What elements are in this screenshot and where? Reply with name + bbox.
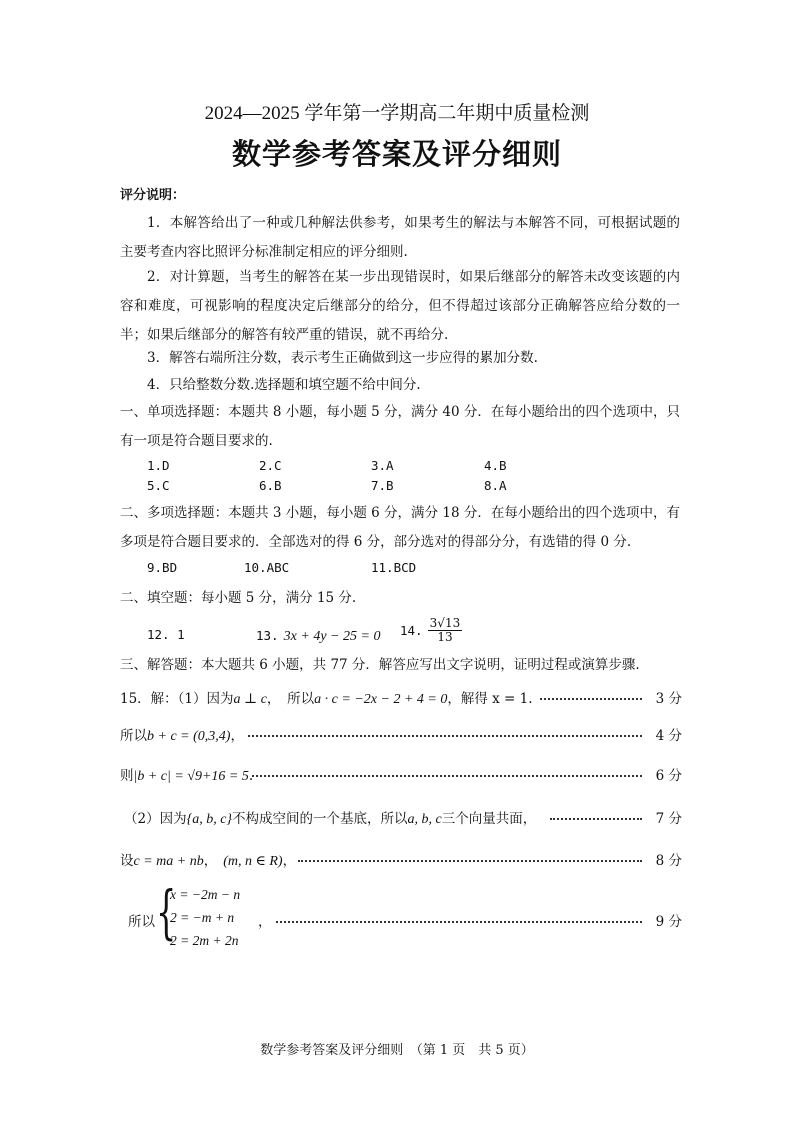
answer-14-fraction <box>428 617 463 644</box>
answer-6: 6.B <box>259 478 282 493</box>
score-step-6: 9 分 <box>655 914 682 930</box>
section-multiple-choice-heading: 二、多项选择题：本题共 3 小题，每小题 6 分，满分 18 分．在每小题给出的四个选项中，有多项是符合题目要求的．全部选对的得 6 分，部分选对的得部分分，有选错的得 0 分. <box>120 505 680 550</box>
answer-13 <box>256 625 380 645</box>
q15-step-1-solution: ，解得 x = 1. <box>447 691 533 707</box>
section-solutions-heading: 三、解答题：本大题共 6 小题，共 77 分．解答应写出文字说明，证明过程或演算步骤. <box>120 657 640 673</box>
q15-step-4-middle: 不构成空间的一个基底，所以 <box>232 811 408 827</box>
document-subtitle: 数学参考答案及评分细则 <box>231 137 562 171</box>
score-step-1: 3 分 <box>655 691 682 707</box>
answer-9: 9.BD <box>147 560 178 575</box>
q15-step-3: 则|b + c| = √9+16 = 5. <box>120 768 254 784</box>
q15-step-5-prefix: 设 <box>120 853 134 869</box>
note-1: 1．本解答给出了一种或几种解法供参考，如果考生的解法与本解答不同，可根据试题的主要考查内容比照评分标准制定相应的评分细则. <box>120 215 680 260</box>
q15-dot-product-equation: a · c = −2x − 2 + 4 = 0 <box>314 692 448 707</box>
q15-vectors: a, b, c <box>407 812 442 827</box>
system-equation-3: 2 = 2m + 2n <box>170 933 239 948</box>
answer-11: 11.BCD <box>371 560 417 575</box>
answer-14 <box>400 617 462 644</box>
q15-vector-set: {a, b, c} <box>186 812 233 827</box>
answer-4: 4.B <box>484 458 507 473</box>
answer-14-number: 14. <box>400 623 423 638</box>
dot-leader <box>252 774 642 777</box>
note-4: 4．只给整数分数.选择题和填空题不给中间分. <box>147 377 421 393</box>
dot-leader <box>540 697 642 700</box>
q15-step-1-prefix: 15．解：（1）因为 <box>120 691 234 707</box>
page-footer: 数学参考答案及评分细则 （第 1 页 共 5 页） <box>260 1043 534 1058</box>
answer-3: 3.A <box>371 458 394 473</box>
note-3: 3．解答右端所注分数，表示考生正确做到这一步应得的累加分数. <box>147 350 538 366</box>
answer-14-numerator: 3√13 <box>429 616 461 630</box>
section-single-choice-heading: 一、单项选择题：本题共 8 小题，每小题 5 分，满分 40 分．在每小题给出的四个选项中，只有一项是符合题目要求的. <box>120 404 680 449</box>
q15-step-6-prefix: 所以 <box>128 914 155 930</box>
q15-step-4 <box>124 807 536 828</box>
q15-step-1 <box>120 687 533 708</box>
q15-step-5: 设c = ma + nb， (m, n ∈ R)， <box>120 853 297 869</box>
answer-10: 10.ABC <box>244 560 290 575</box>
q15-step-3-prefix: 则 <box>120 768 134 784</box>
dot-leader <box>550 817 642 820</box>
answer-13-number: 13. <box>256 628 279 643</box>
system-equation-2: 2 = −m + n <box>170 910 235 925</box>
answer-14-denominator: 13 <box>437 630 453 644</box>
system-comma: ， <box>258 914 272 930</box>
notes-label: 评分说明： <box>120 188 186 203</box>
answer-1: 1.D <box>147 458 170 473</box>
q15-magnitude: |b + c| = √9+16 = 5 <box>133 769 249 784</box>
q15-step-2: 所以b + c = (0,3,4)， <box>120 728 244 744</box>
dot-leader <box>298 859 642 862</box>
q15-step-1-connector: ， 所以 <box>266 691 315 707</box>
q15-real-condition: (m, n ∈ R) <box>223 854 283 869</box>
q15-step-2-prefix: 所以 <box>120 728 147 744</box>
section-fill-blank-heading: 二、填空题：每小题 5 分，满分 15 分. <box>120 590 357 606</box>
answer-5: 5.C <box>147 478 170 493</box>
answer-12: 12. 1 <box>147 627 185 642</box>
dot-leader <box>276 920 642 923</box>
score-step-4: 7 分 <box>655 811 682 827</box>
answer-8: 8.A <box>484 478 507 493</box>
score-step-3: 6 分 <box>655 768 682 784</box>
system-brace: { <box>156 878 177 946</box>
answer-13-expression: 3x + 4y − 25 = 0 <box>283 629 381 644</box>
q15-linear-combination: c = ma + nb <box>133 854 204 869</box>
q15-step-4-tail: 三个向量共面， <box>441 811 537 827</box>
answer-7: 7.B <box>371 478 394 493</box>
note-2: 2．对计算题，当考生的解答在某一步出现错误时，如果后继部分的解答未改变该题的内容和难度，可视影响的程度决定后继部分的给分，但不得超过该部分正确解答应给分数的一半；如果后继部分的解答有较严重的错误，就不再给分. <box>120 269 680 343</box>
q15-step-4-prefix: （2）因为 <box>124 811 187 827</box>
score-step-5: 8 分 <box>655 853 682 869</box>
q15-perpendicular-condition: a ⊥ c <box>233 692 267 707</box>
exam-title: 2024—2025 学年第一学期高二年期中质量检测 <box>204 103 590 124</box>
score-step-2: 4 分 <box>655 728 682 744</box>
answer-2: 2.C <box>259 458 282 473</box>
q15-vector-sum: b + c = (0,3,4) <box>147 729 231 744</box>
system-equation-1: x = −2m − n <box>170 887 241 902</box>
dot-leader <box>248 734 642 737</box>
